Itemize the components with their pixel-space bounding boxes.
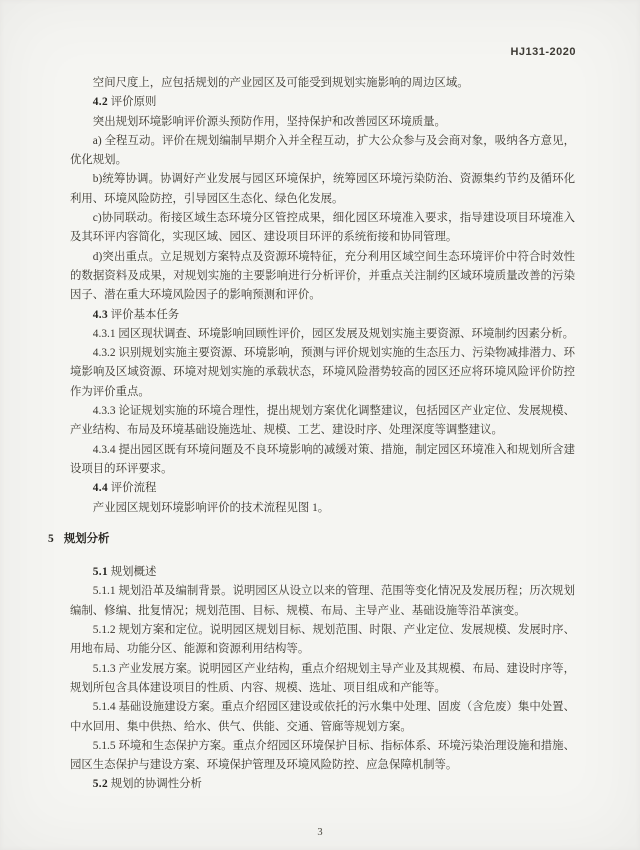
- subclause-heading: 4.2 评价原则: [92, 96, 157, 109]
- clause-number: 5.1: [92, 566, 108, 579]
- body-paragraph: 4.3.2 识别规划实施主要资源、环境影响，预测与评价规划实施的生态压力、污染物减排潜力、环境影响及区域资源、环境对规划实施的承载状态，环境风险潜势较高的园区还应将环境风险评价防控作为评价重点。: [70, 347, 575, 398]
- body-paragraph: c)协同联动。衔接区域生态环境分区管控成果，细化园区环境准入要求，指导建设项目环境准入及其环评内容简化，实现区域、园区、建设项目环评的系统衔接和协同管理。: [70, 212, 575, 244]
- body-paragraph: b)统筹协调。协调好产业发展与园区环境保护，统筹园区环境污染防治、资源集约节约及循环化利用、环境风险防控，引导园区生态化、绿色化发展。: [70, 173, 575, 205]
- body-paragraph: 4.3.1 园区现状调查、环境影响回顾性评价，园区发展及规划实施主要资源、环境制约因素分析。: [92, 327, 575, 340]
- body-paragraph: d)突出重点。立足规划方案特点及资源环境特征，充分利用区域空间生态环境评价中符合时效性的数据资料及成果，对规划实施的主要影响进行分析评价，并重点关注制约区域环境质量改善的污染因子、潜在重大环境风险因子的影响预测和评价。: [70, 250, 575, 302]
- body-paragraph: 5.1.3 产业发展方案。说明园区产业结构，重点介绍规划主导产业及其规模、布局、建设时序等，规划所包含具体建设项目的性质、内容、规模、选址、项目组成和产能等。: [70, 662, 575, 694]
- body-paragraph: 产业园区规划环境影响评价的技术流程见图 1。: [92, 501, 330, 514]
- body-paragraph: 5.1.4 基础设施建设方案。重点介绍园区建设或依托的污水集中处理、固废（含危废）集中处置、中水回用、集中供热、给水、供气、供能、交通、管廊等规划方案。: [70, 701, 575, 733]
- body-paragraph: 空间尺度上，应包括规划的产业园区及可能受到规划实施影响的周边区域。: [92, 77, 469, 89]
- body-paragraph: a) 全程互动。评价在规划编制早期介入并全程互动，扩大公众参与及会商对象，吸纳各方意见，优化规划。: [70, 134, 575, 167]
- clause-number: 4.4: [92, 482, 108, 495]
- clause-number: 4.3: [92, 308, 108, 321]
- clause-number: 4.2: [92, 96, 108, 109]
- clause-heading: 5 规划分析: [48, 532, 110, 545]
- clause-number: 5: [48, 532, 54, 545]
- subclause-heading: 5.1 规划概述: [92, 566, 157, 579]
- clause-number: 5.2: [92, 778, 108, 791]
- standard-number-header: HJ131-2020: [510, 46, 576, 58]
- document-body: [48, 74, 575, 795]
- subclause-heading: 4.3 评价基本任务: [92, 308, 180, 321]
- body-paragraph: 5.1.2 规划方案和定位。说明园区规划目标、规划范围、时限、产业定位、发展规模、发展时序、用地布局、功能分区、能源和资源利用结构等。: [70, 624, 575, 656]
- subclause-heading: 4.4 评价流程: [92, 482, 157, 495]
- body-paragraph: 5.1.1 规划沿革及编制背景。说明园区从设立以来的管理、范围等变化情况及发展历程；历次规划编制、修编、批复情况；规划范围、目标、规模、布局、主导产业、基础设施等沿革演变。: [70, 585, 575, 617]
- body-paragraph: 4.3.3 论证规划实施的环境合理性，提出规划方案优化调整建议，包括园区产业定位、发展规模、产业结构、布局及环境基础设施选址、规模、工艺、建设时序、处理深度等调整建议。: [70, 405, 575, 437]
- body-paragraph: 4.3.4 提出园区既有环境问题及不良环境影响的减缓对策、措施，制定园区环境准入和规划所含建设项目的环评要求。: [70, 443, 575, 475]
- body-paragraph: 突出规划环境影响评价源头预防作用，坚持保护和改善园区环境质量。: [92, 115, 446, 128]
- subclause-heading: 5.2 规划的协调性分析: [92, 778, 202, 791]
- page-number: 3: [317, 827, 323, 838]
- body-paragraph: 5.1.5 环境和生态保护方案。重点介绍园区环境保护目标、指标体系、环境污染治理设施和措施、园区生态保护与建设方案、环境保护管理及环境风险防控、应急保障机制等。: [70, 739, 575, 772]
